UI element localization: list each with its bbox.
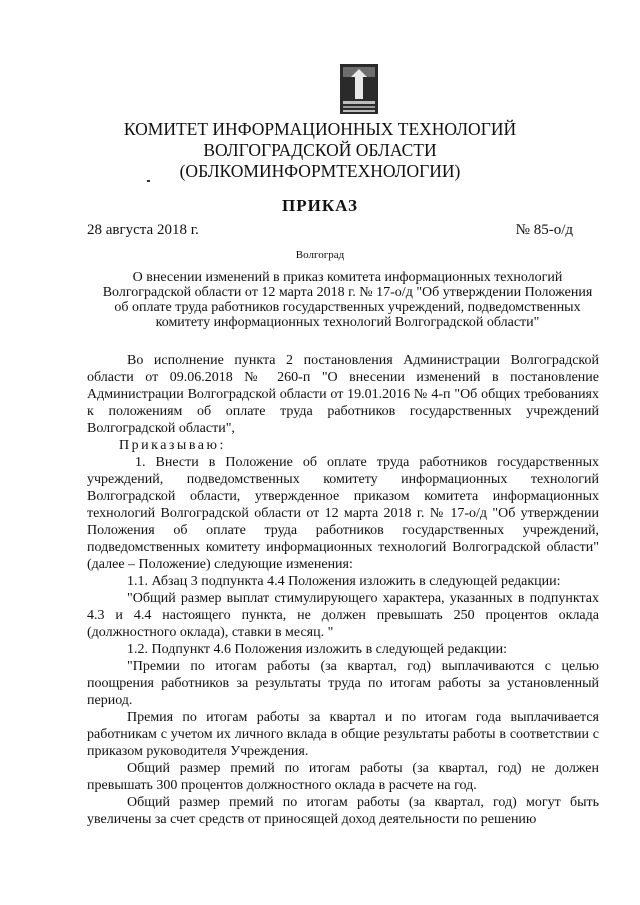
- quote-3: Премия по итогам работы за квартал и по итогам года выплачивается работникам с учетом их личного вклада в общие результаты работы в соответствии с приказом руководителя Учреждения.: [87, 710, 599, 759]
- document-title: ПРИКАЗ: [282, 196, 358, 215]
- coat-of-arms-emblem: [339, 63, 379, 115]
- document-date: 28 августа 2018 г.: [87, 222, 199, 238]
- quote-4: Общий размер премий по итогам работы (за квартал, год) не должен превышать 300 процентов должностного оклада в расчете на год.: [87, 761, 599, 793]
- paragraph-1-1: 1.1. Абзац 3 подпункта 4.4 Положения изложить в следующей редакции:: [127, 574, 561, 589]
- paragraph-1-2: 1.2. Подпункт 4.6 Положения изложить в следующей редакции:: [127, 642, 508, 657]
- organization-name-line-1: КОМИТЕТ ИНФОРМАЦИОННЫХ ТЕХНОЛОГИЙ: [123, 119, 517, 139]
- order-word: Приказываю:: [119, 438, 226, 453]
- quote-5: Общий размер премий по итогам работы (за квартал, год) могут быть увеличены за счет средств от приносящей доход деятельности по решению: [87, 795, 599, 827]
- quote-2: "Премии по итогам работы (за квартал, год) выплачиваются с целью поощрения работников за результаты труда по итогам работы за установленный период.: [87, 659, 599, 708]
- intro-paragraph: Во исполнение пункта 2 постановления Администрации Волгоградской области от 09.06.2018 № 260-п "О внесении изменений в постановление Администрации Волгоградской области от 19.01.2016 № 4-п "Об общих требованиях к положениям об оплате труда работников государственных учреждений Волгоградской области",: [87, 353, 599, 436]
- document-city: Волгоград: [295, 249, 345, 261]
- scan-speck: [147, 180, 150, 182]
- document-subject: О внесении изменений в приказ комитета информационных технологий Волгоградской области от 12 марта 2018 г. № 17-о/д "Об утверждении Положения об оплате труда работников государственных учреждений, подведомственных комитету информационных технологий Волгоградской области": [102, 270, 593, 330]
- organization-name-line-2: ВОЛГОГРАДСКОЙ ОБЛАСТИ: [203, 140, 437, 160]
- document-number: № 85-о/д: [515, 222, 573, 238]
- paragraph-1: 1. Внести в Положение об оплате труда работников государственных учреждений, подведомственных комитету информационных технологий Волгоградской области, утвержденное приказом комитета информационных технологий Волгоградской области от 12 марта 2018 г. № 17-о/д "Об утверждении Положения об оплате труда работников государственных учреждений, подведомственных комитету информационных технологий Волгоградской области" (далее – Положение) следующие изменения:: [87, 455, 599, 572]
- organization-short-name: (ОБЛКОМИНФОРМТЕХНОЛОГИИ): [179, 161, 461, 181]
- document-body: [87, 352, 599, 828]
- quote-1: "Общий размер выплат стимулирующего характера, указанных в подпунктах 4.3 и 4.4 настоящего пункта, не должен превышать 250 процентов оклада (должностного оклада), ставки в месяц. ": [87, 591, 599, 640]
